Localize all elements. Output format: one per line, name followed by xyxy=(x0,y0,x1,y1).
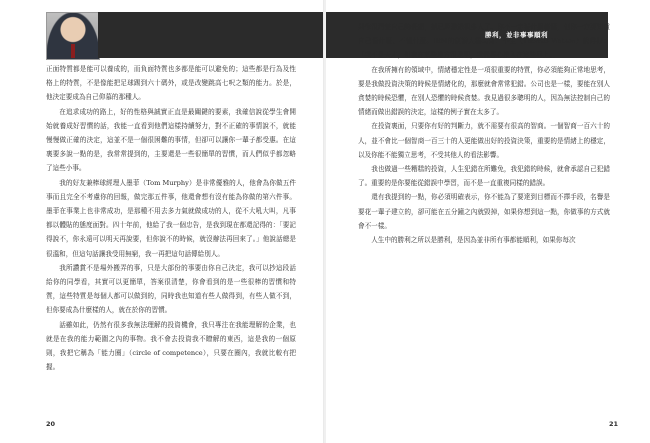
paragraph: 還有我提到的一點，你必須明確表示，你不能為了要達到目標而不擇手段，名譽是要花一輩子建立的，卻可能在五分鐘之內就毀掉，如果你想到這一點，你做事的方式就會不一樣。 xyxy=(358,193,610,230)
author-photo xyxy=(46,12,100,60)
paragraph: 在投資裏面，只要你有好的判斷力，就不需要有很高的智商。一個智商一百六十的人，並不會比一個智商一百三十的人更能做出好的投資決策，重要的是情緒上的穩定，以及你能不能獨立思考，不受其他人的看法影響。 xyxy=(358,122,610,159)
paragraph: 話雖如此，仍然有很多我無法理解的投資機會，我只專注在我能理解的企業，也就是在我的能力範圍之內的事物。我不會去投資我不瞭解的東西，這是我的一個原則，我把它稱為「能力圈」（circle of competence），只要在圈內，我就比較有把握。 xyxy=(46,320,296,372)
paragraph: 人生中的勝利之所以是勝利，是因為並非所有事都能順利，如果你每次 xyxy=(371,236,576,245)
paragraph: 果你很清楚自己的長處，就已經勝過很多人了。你不一定要什麼都懂，但你一定要知道自己懂什麼、不懂什麼。IBM的創辦人湯瑪斯．華生（Thomas Watson）說得好：「我不是天才，但我在某些地方很聰明，我就專心投入在這些事上。」 xyxy=(358,23,610,60)
paragraph: 正面特質都是能可以養成的，而負面特質也多都是能可以避免的；這些都是行為及性格上的特質，不是像能把足球踢到六十碼外，或是改變跳高七呎之類的能力。於是，他決定要成為自己仰慕的那種人。 xyxy=(46,65,296,102)
right-body-text xyxy=(358,20,610,418)
right-page xyxy=(326,0,650,443)
paragraph: 我也做過一些糟糕的投資，人生犯錯在所難免，我犯錯的時候，就會承認自己犯錯了。重要的是你要能從錯誤中學習，而不是一直重複同樣的錯誤。 xyxy=(358,165,610,188)
left-page xyxy=(0,0,324,443)
paragraph: 在我所擁有的領域中，情緒穩定性是一項很重要的特質，你必須能夠正常地思考，要是我做投資決策的時候是情緒化的，那麼就會常常犯錯。公司也是一樣，要能在別人貪婪的時候恐懼，在別人恐懼的時候貪婪。我見過很多聰明的人，因為無法控制自己的情緒而做出錯誤的決定，這樣的例子實在太多了。 xyxy=(358,65,610,117)
page-number: 21 xyxy=(608,420,618,428)
paragraph: 我的好友兼棒球經理人墨菲（Tom Murphy）是非常優雅的人，他會為你做五件事而且完全不考慮你的回報，做完那五件事，他還會想有沒有能為你做的第六件事。墨菲在事業上也非常成功，是那種不用去多力氣就做成功的人，從不大吼大叫，凡事都以體貼的態度面對。四十年前，他給了我一個忠告，是我到現在都還記得的：「要記得說不，你永遠可以明天再說要，但你說不的時候，就沒辦法再回來了。」他說話總是很溫和，但這句話讓我受用無窮，我一再把這句話傳給別人。 xyxy=(46,178,296,258)
running-head: 勝利，並非事事順利 xyxy=(485,31,548,39)
header-bar xyxy=(98,12,324,58)
paragraph: 我所讚賞不是場外搬弄的事，只是大部份的事要由你自己決定，我可以抄這段話給你的同學看，其實可以更簡單，答案很清楚，你會看到的是一些很棒的習慣和特質，這些特質是每個人都可以做到的，同時我也知道有些人做得到，有些人做不到，但你要成為什麼樣的人，就在於你的習慣。 xyxy=(46,263,296,315)
left-body-text xyxy=(46,62,296,417)
page-number: 20 xyxy=(46,420,56,428)
paragraph: 在追求成功的路上，好的性格與誠實正直是最關鍵的要素，我確信說從學生會開始就養成好習慣的話，我能一直看到他們這樣持續努力，對不正確的事情說不，就能慢慢做正確的決定，這並不是一個很困難的事情，但卻可以讓你一輩子都受惠。在這裏要多說一點的是，我常常提到的，主要還是一些很簡單的習慣，而人們似乎都忽略了這些小事。 xyxy=(46,107,296,173)
